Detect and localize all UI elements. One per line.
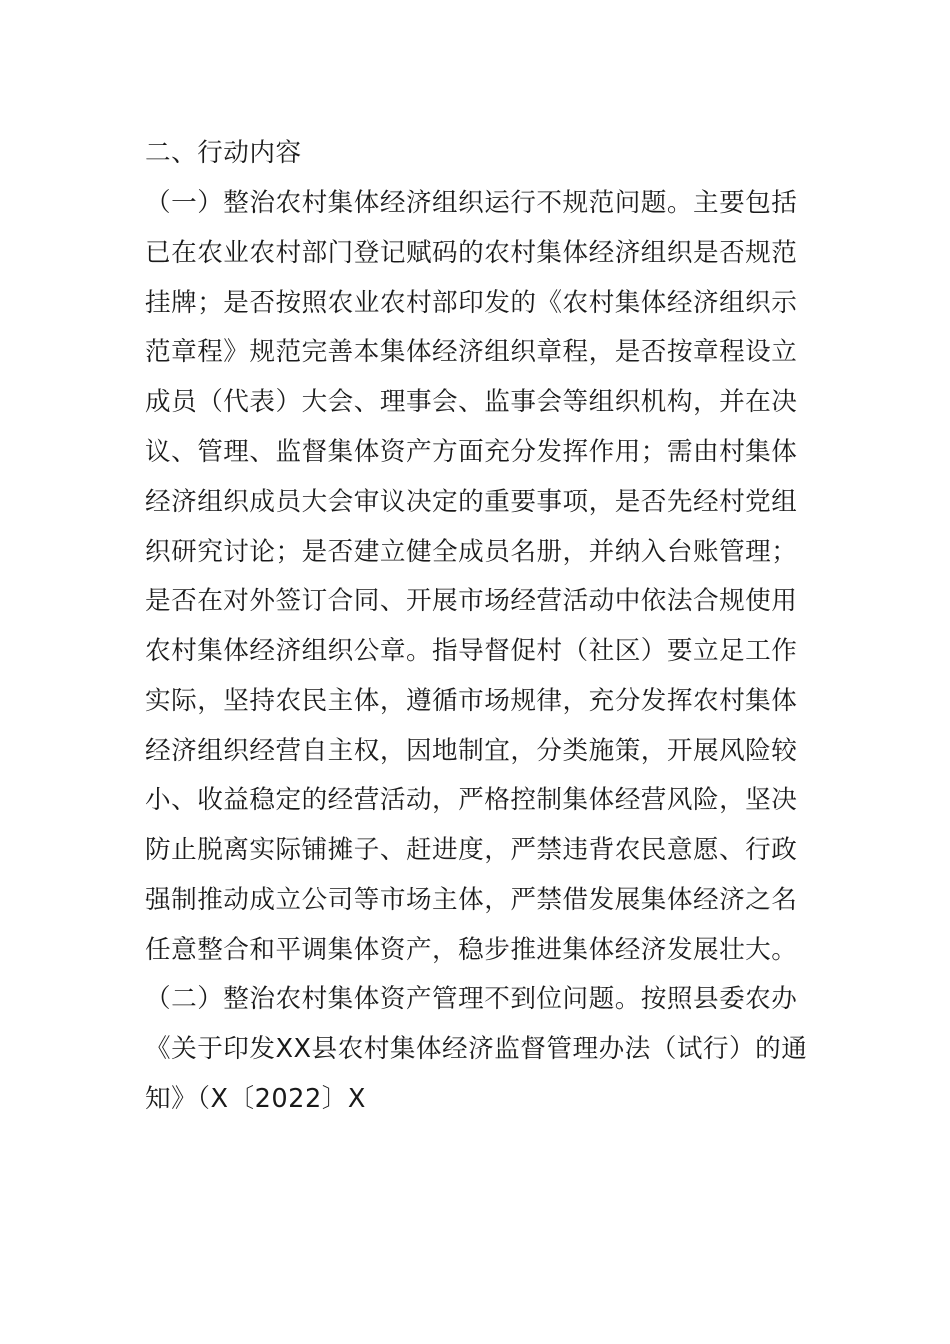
paragraph-line: 实际，坚持农民主体，遵循市场规律，充分发挥农村集体 — [145, 686, 798, 716]
section-heading: 二、行动内容 — [145, 138, 302, 168]
paragraph-line: 小、收益稳定的经营活动，严格控制集体经营风险，坚决 — [145, 785, 798, 815]
paragraph-line: 经济组织成员大会审议决定的重要事项，是否先经村党组 — [145, 487, 798, 517]
paragraph-line: 农村集体经济组织公章。指导督促村（社区）要立足工作 — [145, 636, 798, 666]
paragraph-line: 是否在对外签订合同、开展市场经营活动中依法合规使用 — [145, 586, 798, 616]
paragraph-line: 任意整合和平调集体资产，稳步推进集体经济发展壮大。 — [145, 935, 798, 965]
paragraph-line: 挂牌；是否按照农业农村部印发的《农村集体经济组织示 — [145, 288, 798, 318]
paragraph-line: 《关于印发XX县农村集体经济监督管理办法（试行）的通 — [145, 1034, 808, 1064]
paragraph-line: 强制推动成立公司等市场主体，严禁借发展集体经济之名 — [145, 885, 798, 915]
paragraph-line: 成员（代表）大会、理事会、监事会等组织机构，并在决 — [145, 387, 798, 417]
paragraph-line: 防止脱离实际铺摊子、赶进度，严禁违背农民意愿、行政 — [145, 835, 798, 865]
paragraph-line: 知》（X〔2022〕X — [145, 1084, 366, 1114]
paragraph-line: 经济组织经营自主权，因地制宜，分类施策，开展风险较 — [145, 736, 798, 766]
paragraph-line: 织研究讨论；是否建立健全成员名册，并纳入台账管理； — [145, 537, 798, 567]
paragraph-line: （二）整治农村集体资产管理不到位问题。按照县委农办 — [145, 984, 798, 1014]
paragraph-line: 已在农业农村部门登记赋码的农村集体经济组织是否规范 — [145, 238, 798, 268]
paragraph-line: 范章程》规范完善本集体经济组织章程，是否按章程设立 — [145, 337, 798, 367]
paragraph-line: 议、管理、监督集体资产方面充分发挥作用；需由村集体 — [145, 437, 798, 467]
paragraph-line: （一）整治农村集体经济组织运行不规范问题。主要包括 — [145, 188, 798, 218]
